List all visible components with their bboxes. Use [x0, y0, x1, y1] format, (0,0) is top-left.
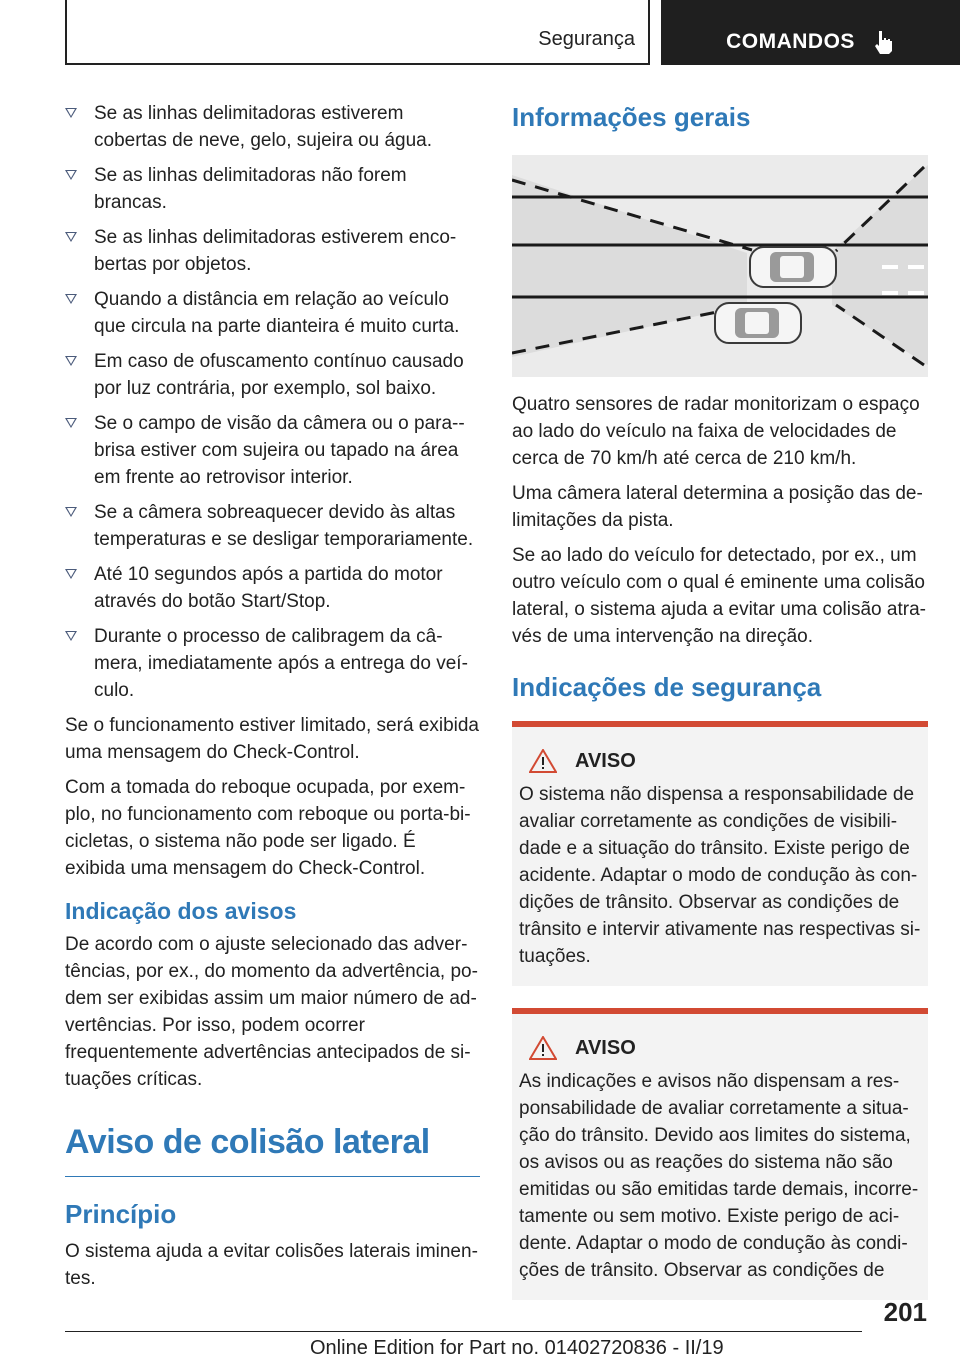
header-tab-label: COMANDOS — [726, 29, 855, 53]
header-tab-comandos — [661, 0, 960, 65]
heading-warning-display: Indicação dos avisos — [65, 898, 297, 924]
triangle-bullet-icon — [65, 418, 77, 428]
footer-rule — [65, 1331, 862, 1332]
warning-title: AVISO — [575, 1036, 636, 1059]
list-item: Se as linhas delimitadoras não forem brancas. — [65, 162, 480, 216]
heading-safety-notes: Indicações de segurança — [512, 672, 822, 702]
warning-title: AVISO — [575, 749, 636, 772]
list-item: Se a câmera sobreaquecer devido às altas temperaturas e se desligar temporariamente. — [65, 499, 480, 553]
triangle-bullet-icon — [65, 507, 77, 517]
paragraph-trailer-socket: Com a tomada do reboque ocupada, por exemplo, no funcionamento com reboque ou porta-bicicletas, o sistema não pode ser ligado. É exibida uma mensagem do Check-Control. — [65, 777, 471, 879]
list-item: Se as linhas delimitadoras estiverem cobertas de neve, gelo, sujeira ou água. — [65, 100, 480, 154]
right-column — [512, 100, 928, 1310]
list-item: Durante o processo de calibragem da câmera, imediatamente após a entrega do veículo. — [65, 623, 480, 704]
radar-coverage-illustration — [512, 155, 928, 377]
paragraph-intervention: Se ao lado do veículo for detectado, por ex., um outro veículo com o qual é eminente uma colisão lateral, o sistema ajuda a evitar uma colisão através de uma intervenção na direção. — [512, 545, 926, 647]
limitations-list — [65, 100, 480, 704]
warning-title-row — [529, 1036, 921, 1060]
vehicle-ego — [750, 247, 836, 287]
road-diagram — [512, 155, 928, 377]
pointing-hand-icon — [873, 29, 895, 55]
triangle-bullet-icon — [65, 631, 77, 641]
paragraph-side-camera: Uma câmera lateral determina a posição das delimitações da pista. — [512, 483, 923, 531]
vehicle-adjacent — [715, 303, 801, 343]
footer-edition: Online Edition for Part no. 01402720836 - II/19 — [310, 1337, 724, 1359]
paragraph-limited-function: Se o funcionamento estiver limitado, será exibida uma mensagem do Check-Control. — [65, 715, 480, 763]
triangle-bullet-icon — [65, 170, 77, 180]
warning-box-1 — [512, 721, 928, 986]
list-item: Se o campo de visão da câmera ou o para-brisa estiver com sujeira ou tapado na área em frente ao retrovisor interior. — [65, 410, 480, 491]
header-left-tick — [65, 0, 67, 65]
paragraph-radar-sensors: Quatro sensores de radar monitorizam o espaço ao lado do veículo na faixa de velocidades de cerca de 70 km/h até cerca de 210 km/h. — [512, 394, 920, 469]
triangle-bullet-icon — [65, 108, 77, 118]
triangle-bullet-icon — [65, 569, 77, 579]
page-number: 201 — [883, 1297, 927, 1327]
heading-side-collision-warning: Aviso de colisão lateral — [65, 1123, 480, 1177]
list-item: Até 10 segundos após a partida do motor através do botão Start/Stop. — [65, 561, 480, 615]
triangle-bullet-icon — [65, 232, 77, 242]
warning-triangle-icon — [529, 749, 557, 773]
list-item: Em caso de ofuscamento contínuo causado por luz contrária, por exemplo, sol baixo. — [65, 348, 480, 402]
header-divider — [648, 0, 650, 65]
paragraph-principle: O sistema ajuda a evitar colisões laterais iminentes. — [65, 1241, 478, 1289]
paragraph-warning-display: De acordo com o ajuste selecionado das advertências, por ex., do momento da advertência, podem ser exibidas assim um maior número de advertências. Por isso, podem ocorrer frequentemente advertências antecipados de situações críticas. — [65, 934, 478, 1090]
warning-text: O sistema não dispensa a responsabilidade de avaliar corretamente as condições de visibilidade e a situação do trânsito. Existe perigo de acidente. Adaptar o modo de condução às condições de trânsito. Observar as condições de trânsito e intervir ativamente nas respectivas situações. — [519, 784, 921, 967]
warning-text: As indicações e avisos não dispensam a responsabilidade de avaliar corretamente a situação do trânsito. Devido aos limites do sistema, os avisos ou as reações do sistema não são emitidas ou são emitidas tarde demais, incorretamente ou sem motivo. Existe perigo de acidente. Adaptar o modo de condução às condições de trânsito. Observar as condições de — [519, 1071, 919, 1281]
triangle-bullet-icon — [65, 356, 77, 366]
list-item: Quando a distância em relação ao veículo que circula na parte dianteira é muito curta. — [65, 286, 480, 340]
warning-box-2 — [512, 1008, 928, 1300]
warning-triangle-icon — [529, 1036, 557, 1060]
list-item: Se as linhas delimitadoras estiverem encobertas por objetos. — [65, 224, 480, 278]
header-rule — [65, 63, 650, 65]
left-column — [65, 100, 480, 1300]
triangle-bullet-icon — [65, 294, 77, 304]
warning-title-row — [529, 749, 921, 773]
heading-general-info: Informações gerais — [512, 102, 751, 132]
header-section-title: Segurança — [538, 28, 635, 50]
heading-principle: Princípio — [65, 1199, 177, 1229]
